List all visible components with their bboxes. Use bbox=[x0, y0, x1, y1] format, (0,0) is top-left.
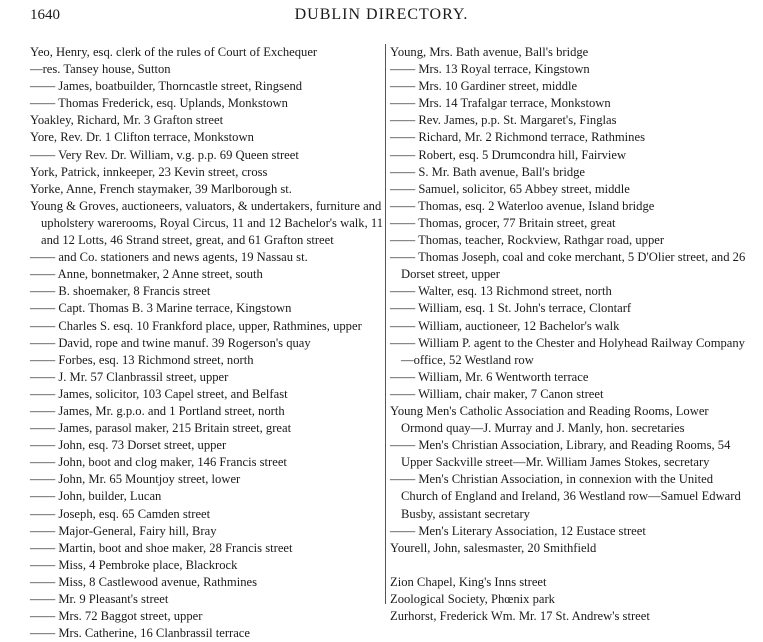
directory-entry: —— John, boot and clog maker, 146 Francis street bbox=[30, 455, 287, 470]
directory-entry: —— Thomas, grocer, 77 Britain street, great bbox=[390, 215, 616, 230]
directory-entry: —— Capt. Thomas B. 3 Marine terrace, Kingstown bbox=[30, 301, 292, 316]
directory-entry: —— David, rope and twine manuf. 39 Rogerson's quay bbox=[30, 335, 311, 350]
directory-entry: Yoakley, Richard, Mr. 3 Grafton street bbox=[30, 113, 224, 128]
directory-entry: —— Thomas, esq. 2 Waterloo avenue, Island bridge bbox=[390, 198, 655, 213]
directory-entry: Yeo, Henry, esq. clerk of the rules of Court of Exchequer bbox=[30, 45, 318, 59]
running-title: DUBLIN DIRECTORY. bbox=[294, 6, 469, 23]
directory-entry: —— James, parasol maker, 215 Britain street, great bbox=[30, 421, 292, 436]
directory-entry: —— Richard, Mr. 2 Richmond terrace, Rathmines bbox=[390, 130, 645, 145]
directory-entry: —— Mrs. 72 Baggot street, upper bbox=[30, 609, 203, 624]
directory-entry: —— Charles S. esq. 10 Frankford place, upper, Rathmines, upper bbox=[30, 318, 362, 333]
directory-entry: —— Mrs. 13 Royal terrace, Kingstown bbox=[390, 62, 590, 77]
directory-entry: —— William, esq. 1 St. John's terrace, Clontarf bbox=[390, 301, 632, 316]
directory-entry: —— Forbes, esq. 13 Richmond street, north bbox=[30, 352, 254, 367]
directory-entry: —— S. Mr. Bath avenue, Ball's bridge bbox=[390, 164, 585, 179]
directory-entry: —— Miss, 4 Pembroke place, Blackrock bbox=[30, 557, 238, 572]
directory-entry: —— Rev. James, p.p. St. Margaret's, Finglas bbox=[390, 113, 617, 128]
directory-entry: Zion Chapel, King's Inns street bbox=[390, 574, 547, 589]
directory-entry: —res. Tansey house, Sutton bbox=[30, 62, 171, 77]
directory-entry: —— Thomas Joseph, coal and coke merchant, 5 D'Olier street, and 26 Dorset street, upper bbox=[390, 250, 746, 282]
directory-entry: —— Miss, 8 Castlewood avenue, Rathmines bbox=[30, 574, 258, 589]
directory-entry: —— B. shoemaker, 8 Francis street bbox=[30, 284, 211, 299]
directory-entry: —— Samuel, solicitor, 65 Abbey street, middle bbox=[390, 181, 630, 196]
directory-entry: —— William, Mr. 6 Wentworth terrace bbox=[390, 369, 589, 384]
directory-entry: —— Mrs. 14 Trafalgar terrace, Monkstown bbox=[390, 96, 611, 111]
directory-entry: Zurhorst, Frederick Wm. Mr. 17 St. Andrew's street bbox=[390, 609, 650, 624]
directory-entry: Yorke, Anne, French staymaker, 39 Marlborough st. bbox=[30, 181, 292, 196]
directory-entry: Zoological Society, Phœnix park bbox=[390, 592, 555, 606]
page-number: 1640 bbox=[30, 7, 60, 23]
directory-column-left bbox=[30, 44, 383, 642]
directory-entry: —— Mrs. Catherine, 16 Clanbrassil terrace bbox=[30, 626, 250, 641]
directory-entry: —— J. Mr. 57 Clanbrassil street, upper bbox=[30, 369, 229, 384]
directory-entry: —— Joseph, esq. 65 Camden street bbox=[30, 506, 211, 521]
directory-entry: Young, Mrs. Bath avenue, Ball's bridge bbox=[390, 45, 589, 59]
directory-entry: —— Anne, bonnetmaker, 2 Anne street, south bbox=[30, 267, 263, 282]
directory-entry: Young Men's Catholic Association and Reading Rooms, Lower Ormond quay—J. Murray and J. Manly, hon. secretaries bbox=[390, 403, 709, 436]
directory-column-right bbox=[390, 44, 752, 625]
directory-entry: —— Major-General, Fairy hill, Bray bbox=[30, 523, 217, 538]
directory-entry: —— Martin, boot and shoe maker, 28 Francis street bbox=[30, 540, 293, 555]
directory-entry: —— William P. agent to the Chester and Holyhead Railway Company—office, 52 Westland row bbox=[390, 335, 745, 367]
directory-entry: —— Men's Christian Association, in connexion with the United Church of England and Ireland, 36 Westland row—Samuel Edward Busby, assistant secretary bbox=[390, 472, 741, 521]
directory-entry: —— Thomas Frederick, esq. Uplands, Monkstown bbox=[30, 96, 288, 111]
directory-entry: Yourell, John, salesmaster, 20 Smithfield bbox=[390, 540, 597, 555]
directory-entry: York, Patrick, innkeeper, 23 Kevin street, cross bbox=[30, 164, 268, 179]
directory-entry: —— Very Rev. Dr. William, v.g. p.p. 69 Queen street bbox=[30, 147, 299, 162]
directory-entry: —— Mrs. 10 Gardiner street, middle bbox=[390, 79, 578, 94]
directory-entry: —— Thomas, teacher, Rockview, Rathgar road, upper bbox=[390, 233, 665, 248]
page-header bbox=[0, 0, 763, 30]
directory-entry: —— John, esq. 73 Dorset street, upper bbox=[30, 438, 227, 453]
directory-entry: —— Men's Literary Association, 12 Eustace street bbox=[390, 523, 646, 538]
directory-entry: —— James, solicitor, 103 Capel street, and Belfast bbox=[30, 386, 288, 401]
directory-entry: —— James, boatbuilder, Thorncastle street, Ringsend bbox=[30, 79, 303, 94]
directory-entry: —— John, builder, Lucan bbox=[30, 489, 162, 504]
directory-entry: Yore, Rev. Dr. 1 Clifton terrace, Monkstown bbox=[30, 130, 254, 145]
directory-entry: —— William, chair maker, 7 Canon street bbox=[390, 386, 604, 401]
directory-entry: —— Men's Christian Association, Library, and Reading Rooms, 54 Upper Sackville street—Mr. William James Stokes, secretary bbox=[390, 438, 731, 470]
directory-entry: —— Mr. 9 Pleasant's street bbox=[30, 592, 169, 606]
column-divider bbox=[385, 44, 386, 604]
directory-entry: —— John, Mr. 65 Mountjoy street, lower bbox=[30, 472, 241, 487]
directory-entry: —— James, Mr. g.p.o. and 1 Portland street, north bbox=[30, 403, 285, 418]
directory-entry: —— Robert, esq. 5 Drumcondra hill, Fairview bbox=[390, 147, 627, 162]
directory-entry: —— William, auctioneer, 12 Bachelor's walk bbox=[390, 318, 620, 333]
directory-entry: —— and Co. stationers and news agents, 19 Nassau st. bbox=[30, 250, 308, 265]
directory-entry: —— Walter, esq. 13 Richmond street, north bbox=[390, 284, 612, 299]
directory-entry bbox=[390, 557, 752, 574]
directory-entry: Young & Groves, auctioneers, valuators, & undertakers, furniture and upholstery warerooms, Royal Circus, 11 and 12 Bachelor's walk, 11 and 12 Lotts, 46 Strand street, great, and 61 Grafton street bbox=[30, 198, 383, 248]
